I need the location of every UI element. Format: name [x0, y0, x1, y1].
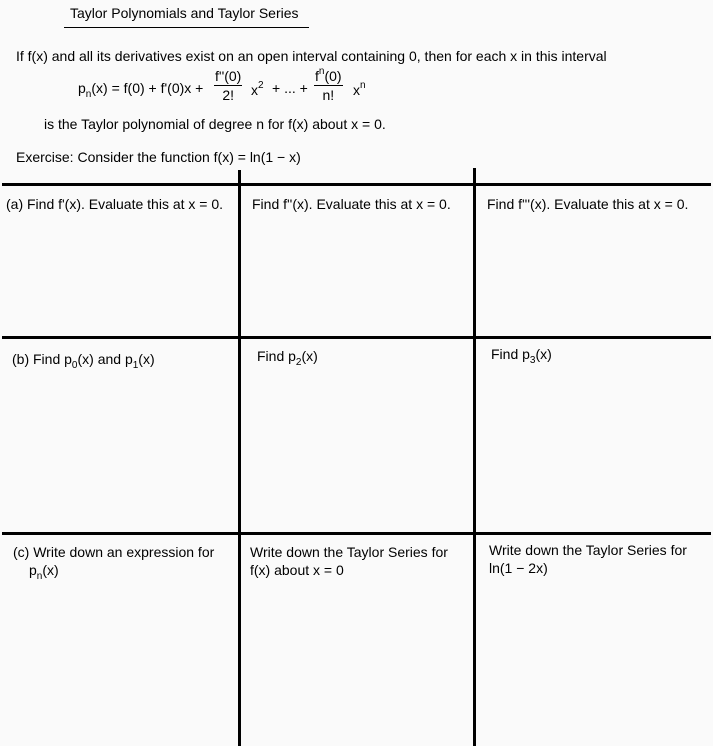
cell-f3-prompt: Find f'''(x). Evaluate this at x = 0.	[487, 196, 689, 212]
fraction-2-f: f	[315, 68, 319, 84]
formula-fraction-2	[314, 66, 343, 103]
cell-b-sub-0: 0	[71, 360, 78, 371]
cell-series-line-1: Write down the Taylor Series for	[250, 544, 448, 560]
term-1-exponent: 2	[258, 80, 264, 91]
fraction-2-denominator: n!	[314, 85, 343, 103]
formula-rhs-start: (x) = f(0) + f'(0)x +	[91, 80, 204, 96]
cell-p3-text-2: (x)	[535, 346, 552, 362]
cell-c-sub: n	[36, 571, 43, 582]
cell-p3-text-1: Find p	[491, 346, 530, 362]
fraction-1-numerator: f''(0)	[215, 68, 242, 84]
formula-term-2	[353, 80, 366, 98]
exercise-text: Exercise: Consider the function f(x) = ln(1 − x)	[16, 149, 301, 165]
fraction-1-denominator: 2!	[214, 85, 242, 103]
cell-ln-series-line-1: Write down the Taylor Series for	[489, 542, 687, 558]
fraction-2-superscript: n	[318, 66, 325, 77]
grid-line-vertical-1	[238, 170, 241, 746]
grid-line-middle-2	[2, 532, 711, 535]
cell-c-line-2	[29, 562, 59, 582]
fraction-2-numerator	[314, 66, 343, 84]
grid-line-middle-1	[2, 336, 711, 339]
cell-b-text-1: (b) Find p	[12, 351, 72, 367]
cell-c-p: p	[29, 562, 37, 578]
grid-line-top	[2, 183, 711, 186]
term-2-exponent: n	[360, 80, 366, 91]
cell-a-prompt: (a) Find f'(x). Evaluate this at x = 0.	[6, 196, 224, 212]
cell-b-text-3: (x)	[138, 351, 155, 367]
term-1-x: x	[251, 82, 258, 98]
title-underline	[64, 27, 309, 28]
cell-p3-sub: 3	[529, 355, 536, 366]
term-2-x: x	[353, 82, 360, 98]
cell-series-line-2: f(x) about x = 0	[250, 562, 344, 578]
grid-line-vertical-2	[473, 168, 476, 746]
formula-lhs	[78, 80, 203, 100]
cell-f2-prompt: Find f''(x). Evaluate this at x = 0.	[252, 196, 451, 212]
formula-p-subscript: n	[85, 89, 92, 100]
formula-p: p	[78, 80, 86, 96]
cell-p2-prompt	[257, 348, 318, 368]
cell-c-x: (x)	[42, 562, 59, 578]
cell-ln-series-line-2: ln(1 − 2x)	[489, 560, 548, 576]
cell-b-sub-1: 1	[132, 360, 139, 371]
formula-term-1	[251, 80, 264, 98]
cell-b-text-2: (x) and p	[77, 351, 133, 367]
cell-c-line-1: (c) Write down an expression for	[13, 544, 215, 560]
cell-p2-text-2: (x)	[301, 348, 318, 364]
cell-p2-text-1: Find p	[257, 348, 296, 364]
conclusion-text: is the Taylor polynomial of degree n for f(x) about x = 0.	[44, 116, 386, 132]
cell-p2-sub: 2	[295, 357, 302, 368]
cell-b-prompt	[12, 351, 155, 371]
fraction-2-arg: (0)	[324, 68, 342, 84]
cell-p3-prompt	[491, 346, 552, 366]
intro-text: If f(x) and all its derivatives exist on an open interval containing 0, then for each x in this interval	[16, 48, 607, 64]
formula-fraction-1	[214, 68, 242, 103]
page-title: Taylor Polynomials and Taylor Series	[70, 5, 299, 21]
formula-dots: + ... +	[272, 80, 308, 96]
